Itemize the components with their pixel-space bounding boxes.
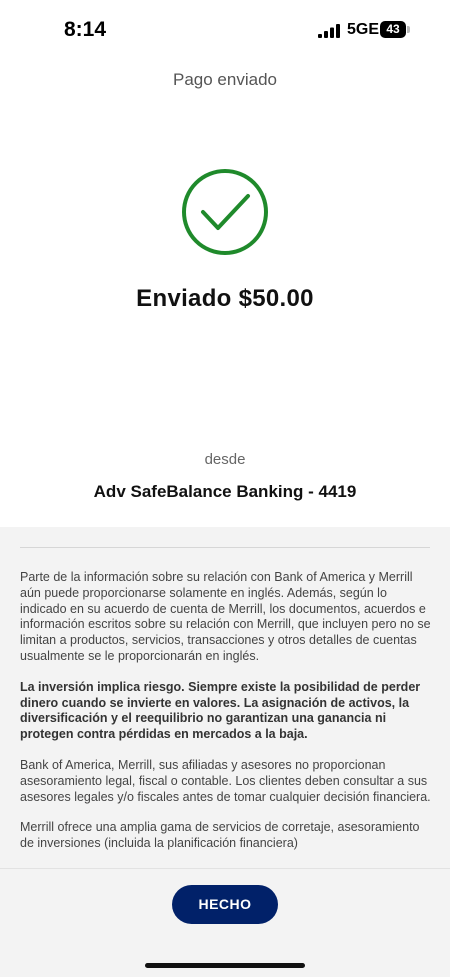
- disclosure-section[interactable]: [0, 527, 450, 868]
- disclosure-paragraph: Merrill ofrece una amplia gama de servicios de corretaje, asesoramiento de inversiones (incluida la planificación financiera): [20, 820, 420, 851]
- status-bar: [0, 0, 450, 58]
- network-type-label: 5GE: [347, 21, 380, 38]
- done-button[interactable]: HECHO: [172, 885, 278, 924]
- battery-level: 43: [386, 22, 400, 36]
- check-circle-icon: [181, 168, 269, 256]
- disclosure-paragraph-risk: La inversión implica riesgo. Siempre existe la posibilidad de perder dinero cuando se invierte en valores. La asignación de activos, la diversificación y el reequilibrio no garantizan una ganancia ni protegen contra pérdidas en mercados a la baja.: [20, 679, 421, 742]
- home-indicator[interactable]: [145, 963, 305, 968]
- source-account-name: Adv SafeBalance Banking - 4419: [93, 482, 357, 501]
- battery-icon: [380, 21, 410, 38]
- disclosure-paragraph: Bank of America, Merrill, sus afiliadas y asesores no proporcionan asesoramiento legal, fiscal o contable. Los clientes deben consultar a sus asesores legales y/o fiscales antes de tomar cualquier decisión financiera.: [20, 757, 431, 804]
- signal-icon: [318, 24, 340, 38]
- page-title: Pago enviado: [173, 70, 277, 89]
- sent-amount: Enviado $50.00: [136, 285, 314, 312]
- disclosure-text: [20, 570, 432, 867]
- disclosure-paragraph: Parte de la información sobre su relación con Bank of America y Merrill aún puede proporcionarse solamente en inglés. Además, según lo indicado en su acuerdo de cuenta de Merrill, los documentos, acuerdos e información escritos sobre su relación con Merrill, que incluyen pero no se limitan a productos, servicios, transacciones y otros detalles de cuentas usualmente se le proporcionarán en inglés.: [20, 570, 431, 663]
- from-label: desde: [204, 451, 246, 468]
- status-time: 8:14: [64, 18, 107, 41]
- divider: [20, 547, 430, 548]
- footer: [0, 868, 450, 977]
